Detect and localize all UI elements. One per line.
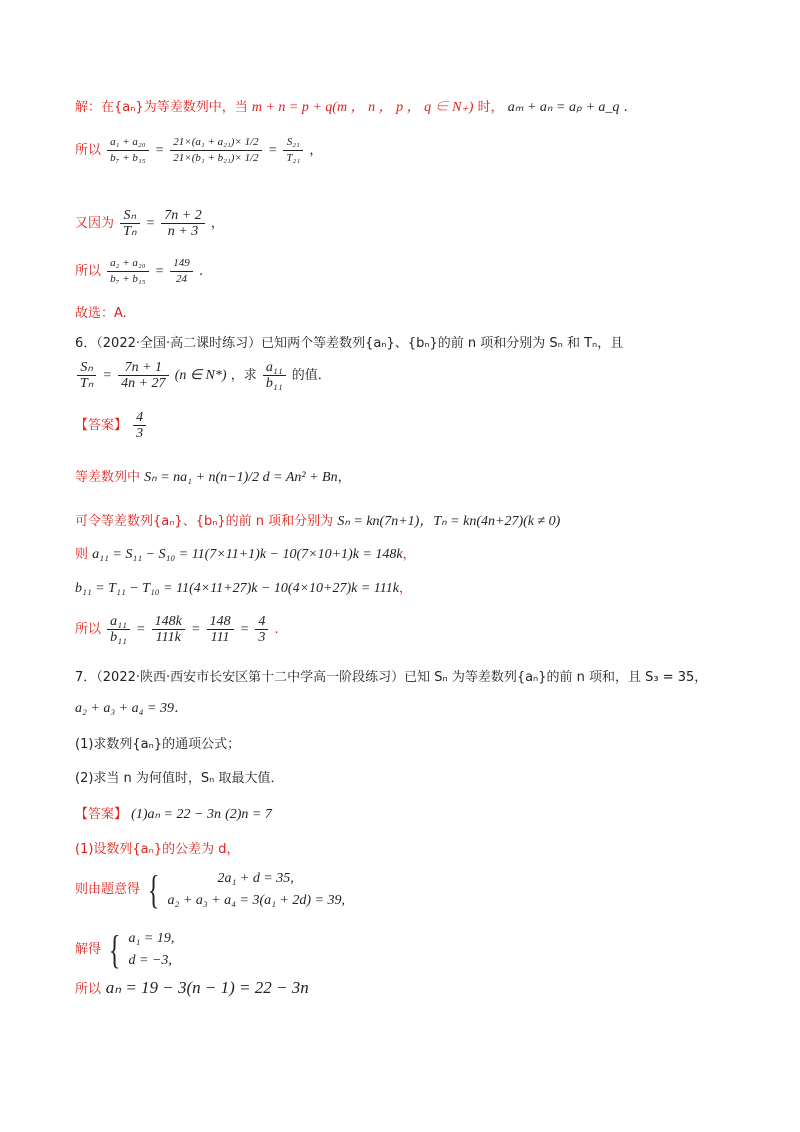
q7-step3: 解得 { a₁ = 19, d = −3, [75,927,175,972]
fraction-149-24: $\frac{149}{24}$ [170,256,193,287]
fraction-a-b-2: $\frac{\text{a₂ + a₂₀}}{\text{b₇ + b₁₅}}$ [107,256,148,287]
q6-step1: 等差数列中 Sₙ = na₁ + n(n−1)/2 d = An² + Bn， [75,470,351,485]
q6-step3: 则 a₁₁ = S₁₁ − S₁₀ = 11(7×11+1)k − 10(7×10+1)k = 148k， [75,547,416,562]
q7-step1: (1)设数列{aₙ}的公差为 d， [75,842,240,857]
q7-part2: (2)求当 n 为何值时，Sₙ 取最大值． [75,771,284,786]
fraction-21-expr: $\frac{\text{21×(a₁ + a₂₁)× 1/2}}{\text{21×(b₁ + b₂₁)× 1/2}}$ [170,135,261,166]
eq-sum-indices: aₘ + aₙ = aₚ + a_q [507,100,620,115]
sol5-line3: 又因为 $\frac{\text{Sₙ}}{\text{Tₙ}}$ = $\frac{7n + 2}{n + 3}$ ， [75,208,224,239]
q6-step4: b₁₁ = T₁₁ − T₁₀ = 11(4×11+27)k − 10(4×10+27)k = 111k， [75,581,412,596]
fraction-S21-T21: $\frac{\text{S₂₁}}{\text{T₂₁}}$ [283,135,303,166]
fraction-4-3: $\frac{4}{3}$ [133,410,146,441]
q7-stem: 7．（2022·陕西·西安市长安区第十二中学高一阶段练习）已知 Sₙ 为等差数列{aₙ}的前 n 项和，且 S₃ = 35， [75,670,708,685]
fraction-Sn-Tn: $\frac{\text{Sₙ}}{\text{Tₙ}}$ [120,208,139,239]
sol5-line2: 所以 $\frac{\text{a₁ + a₂₀}}{\text{b₇ + b₁₅}}$ = $\frac{\text{21×(a₁ + a₂₁)× 1/2}}{\text{21×(b₁ + b₂₁)× 1/2}}$ = $\frac{\text{S₂₁}}{\text{T₂₁}}$ ， [75,136,323,164]
q6-equation: $\frac{\text{Sₙ}}{\text{Tₙ}}$ = $\frac{7n + 1}{4n + 27}$ (n ∈ N*) ，求 $\frac{\text{a₁₁}}{\text{b₁₁}}$ 的值． [75,360,331,391]
q7-part1: (1)求数列{aₙ}的通项公式； [75,737,241,752]
q6-answer: 【答案】 $\frac{4}{3}$ [75,410,148,441]
fraction-Sn-Tn-q6: $\frac{\text{Sₙ}}{\text{Tₙ}}$ [77,360,96,391]
sol5-line1: 解：在{aₙ}为等差数列中，当 m + n = p + q(m ， n ， p ， q ∈ N₊) 时， aₘ + aₙ = aₚ + a_q . [75,100,628,115]
fraction-a-over-b: $\frac{\text{a₁ + a₂₀}}{\text{b₇ + b₁₅}}$ [107,135,148,166]
q7-stem2: a₂ + a₃ + a₄ = 39． [75,701,188,716]
sol5-line4: 所以 $\frac{\text{a₂ + a₂₀}}{\text{b₇ + b₁₅}}$ = $\frac{149}{24}$ . [75,257,204,285]
fraction-7n1-4n27: $\frac{7n + 1}{4n + 27}$ [118,360,168,391]
fraction-7n2-n3: $\frac{7n + 2}{n + 3}$ [161,208,204,239]
condition-formula: m + n = p + q(m ， n ， p ， q ∈ N₊) [251,100,474,115]
q7-answer: 【答案】 (1)aₙ = 22 − 3n (2)n = 7 [75,807,272,822]
fraction-a11-b11: $\frac{\text{a₁₁}}{\text{b₁₁}}$ [263,360,286,391]
sol5-answer: 故选：A. [75,306,127,321]
q6-stem: 6．（2022·全国·高二课时练习）已知两个等差数列{aₙ}、{bₙ}的前 n 项和分别为 Sₙ 和 Tₙ，且 [75,336,624,351]
q6-step5: 所以 $\frac{\text{a₁₁}}{\text{b₁₁}}$ = $\frac{148k}{111k}$ = $\frac{148}{111}$ = $\frac{4}{3}$ . [75,614,279,645]
q7-step2: 则由题意得 { 2a₁ + d = 35, a₂ + a₃ + a₄ = 3(a₁ + 2d) = 39, [75,867,346,912]
q7-step4: 所以 aₙ = 19 − 3(n − 1) = 22 − 3n [75,978,309,997]
q6-step2: 可令等差数列{aₙ}、{bₙ}的前 n 项和分别为 Sₙ = kn(7n+1)，Tₙ = kn(4n+27)(k ≠ 0) [75,514,561,529]
